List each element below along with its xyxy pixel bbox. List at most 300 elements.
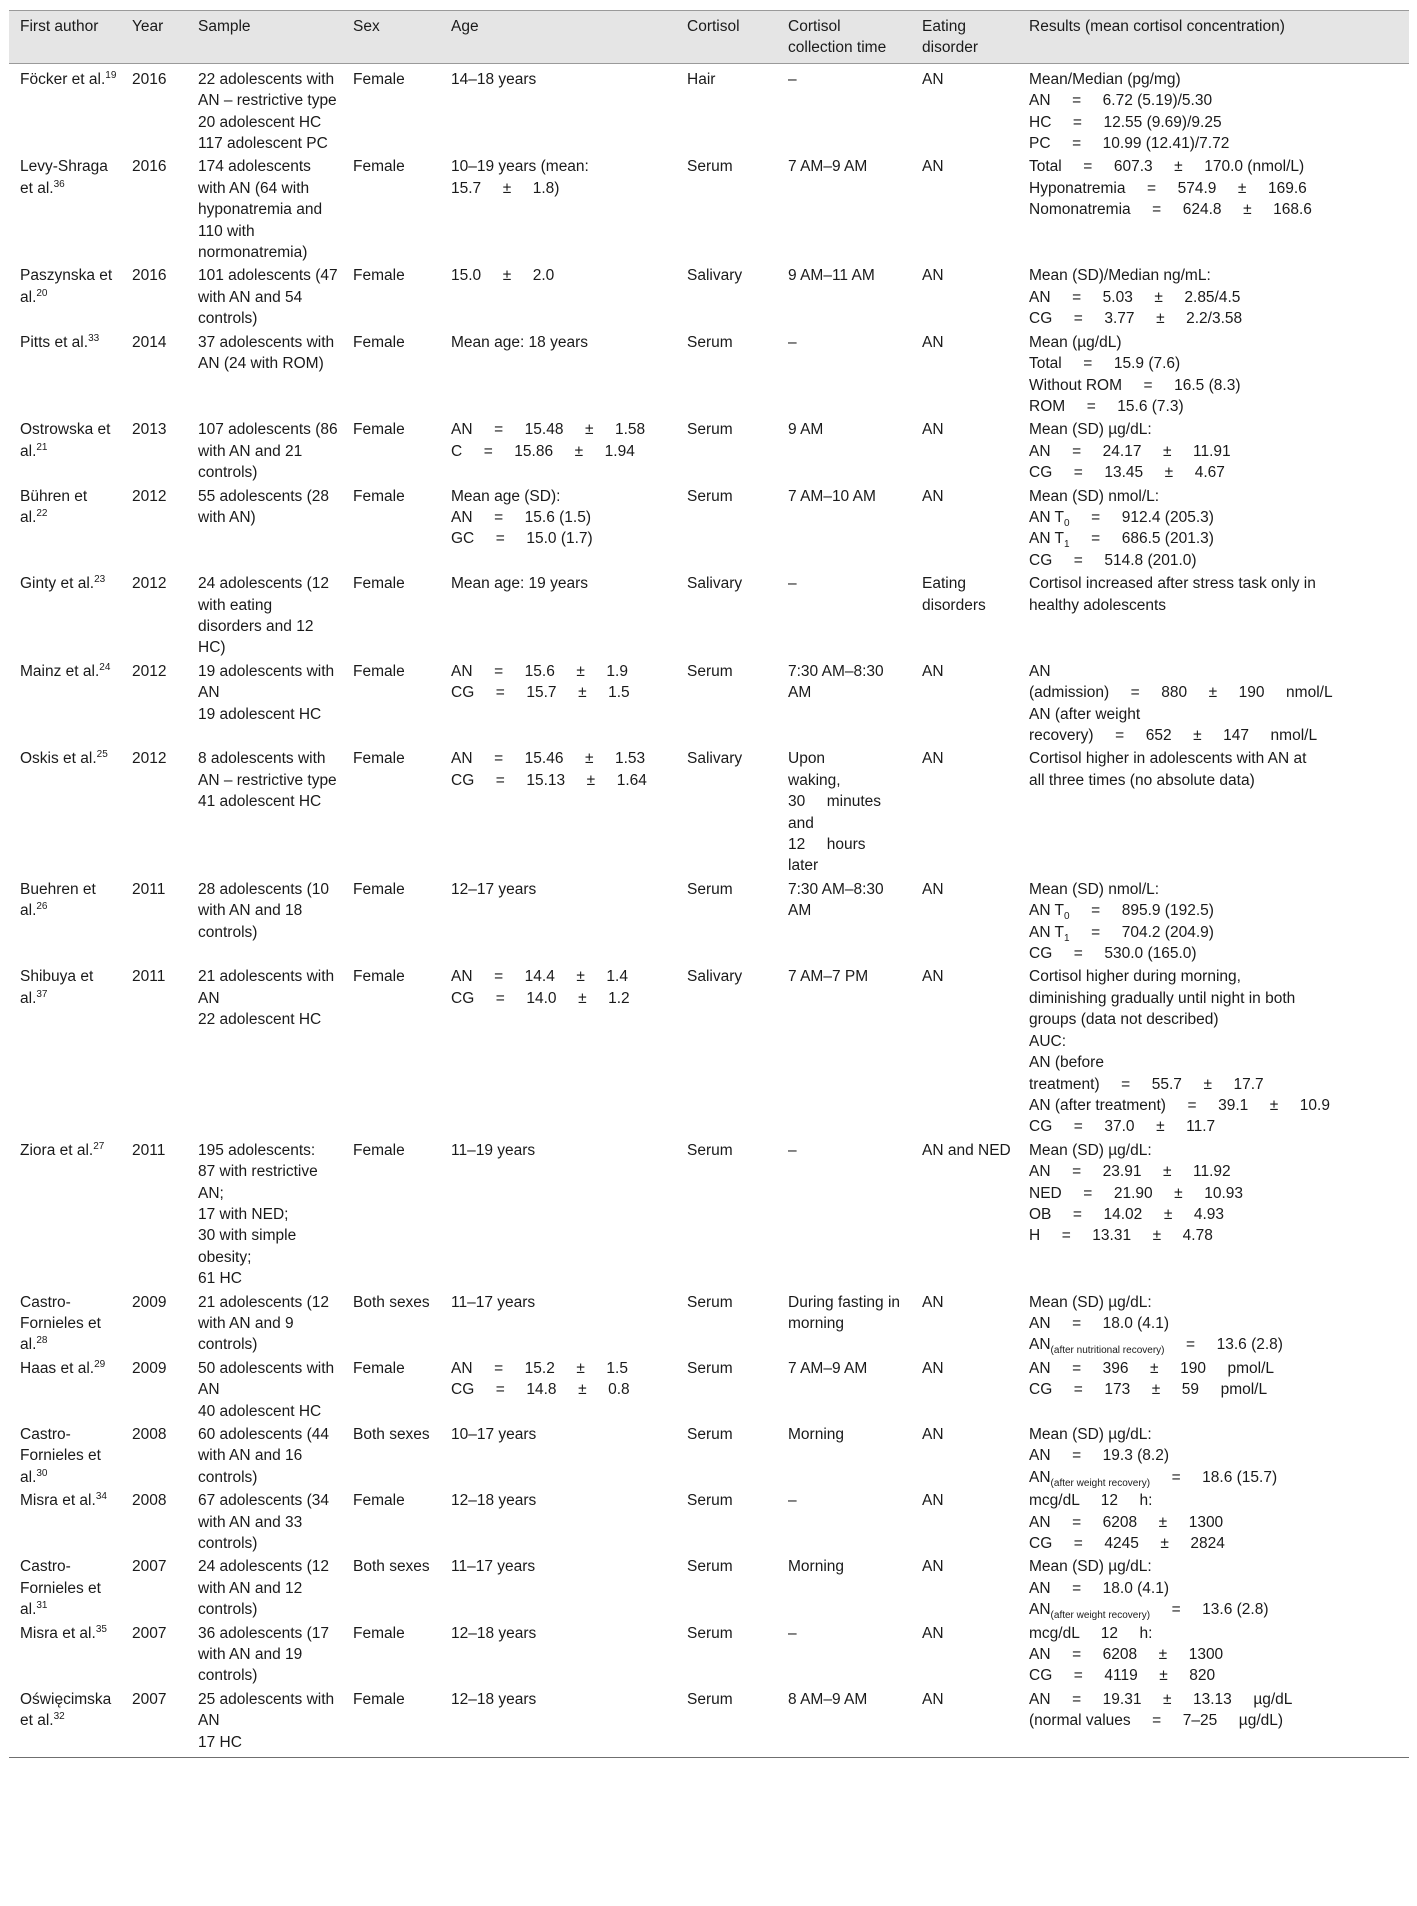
table-row xyxy=(9,877,1409,965)
cell-collection-time xyxy=(777,330,911,418)
collection-time: – xyxy=(788,1141,797,1159)
cell-age xyxy=(440,964,676,1137)
cell-sample xyxy=(187,263,342,329)
cell-year xyxy=(121,1488,187,1554)
collection-time: 7 AM–7 PM xyxy=(788,968,869,986)
cell-year xyxy=(121,1356,187,1422)
result-line xyxy=(1029,396,1405,417)
reference-number: 29 xyxy=(94,1358,106,1370)
result-line xyxy=(1029,1379,1405,1400)
sample-line: 22 adolescent HC xyxy=(198,1011,322,1029)
author-name: Oskis et al. xyxy=(20,750,97,768)
cell-eating-disorder xyxy=(911,1290,1018,1356)
age-line: Mean age: 19 years xyxy=(451,575,589,593)
cell-first-author xyxy=(9,484,121,572)
cell-results xyxy=(1018,154,1409,263)
cell-collection-time xyxy=(777,659,911,747)
result-text: Mean (SD) µg/dL: xyxy=(1029,1426,1152,1443)
result-text: AN xyxy=(1029,662,1051,680)
result-line xyxy=(1029,1292,1405,1313)
year-value: 2007 xyxy=(132,1690,167,1708)
cell-eating-disorder xyxy=(911,659,1018,747)
cell-year xyxy=(121,571,187,659)
cortisol-source: Serum xyxy=(687,158,733,176)
result-text: Nomonatremia = 624.8 ± 168.6 xyxy=(1029,201,1312,219)
cell-collection-time xyxy=(777,1422,911,1488)
result-line xyxy=(1029,1358,1405,1379)
result-line xyxy=(1029,1578,1405,1599)
reference-number: 35 xyxy=(95,1623,107,1635)
cell-sample xyxy=(187,63,342,154)
cortisol-source: Serum xyxy=(687,1690,733,1708)
eating-disorder-value: AN xyxy=(922,880,944,898)
result-subscript: 1 xyxy=(1064,932,1070,944)
header-sample: Sample xyxy=(187,11,342,64)
result-text: Mean/Median (pg/mg) xyxy=(1029,70,1181,88)
result-subscript: (after nutritional recovery) xyxy=(1050,1345,1165,1357)
result-text: Mean (SD) nmol/L: xyxy=(1029,487,1160,505)
reference-number: 37 xyxy=(36,988,48,1000)
cell-results xyxy=(1018,1138,1409,1290)
cell-sex xyxy=(342,877,440,965)
result-line xyxy=(1029,661,1405,682)
result-line xyxy=(1029,1623,1405,1644)
cell-sample xyxy=(187,964,342,1137)
cell-sex xyxy=(342,63,440,154)
cell-age xyxy=(440,1621,676,1687)
cell-year xyxy=(121,746,187,876)
table-row xyxy=(9,1290,1409,1356)
result-subscript: 1 xyxy=(1064,539,1070,551)
collection-time-line: waking, xyxy=(788,771,841,789)
age-line: AN = 15.46 ± 1.53 xyxy=(451,750,646,768)
cortisol-source: Serum xyxy=(687,662,733,680)
result-line xyxy=(1029,1074,1405,1095)
cell-age xyxy=(440,1422,676,1488)
sex-value: Female xyxy=(353,421,405,439)
cell-sex xyxy=(342,263,440,329)
sex-value: Female xyxy=(353,880,405,898)
result-text: AN = 18.0 (4.1) xyxy=(1029,1314,1169,1332)
cell-results xyxy=(1018,659,1409,747)
result-text: AN T xyxy=(1029,923,1065,941)
author-name: Ziora et al. xyxy=(20,1141,94,1159)
cell-cortisol xyxy=(676,417,777,483)
author-name: Paszynska et al. xyxy=(20,267,113,306)
cell-cortisol xyxy=(676,1687,777,1758)
result-text: CG = 530.0 (165.0) xyxy=(1029,945,1197,963)
result-line xyxy=(1029,90,1405,111)
result-line xyxy=(1029,1710,1405,1731)
year-value: 2014 xyxy=(132,333,167,351)
sample-line: 17 HC xyxy=(198,1733,242,1751)
cell-results xyxy=(1018,746,1409,876)
result-text: mcg/dL 12 h: xyxy=(1029,1492,1153,1510)
result-text: AN = 19.3 (8.2) xyxy=(1029,1447,1169,1465)
result-text: groups (data not described) xyxy=(1029,1011,1219,1029)
cell-collection-time xyxy=(777,63,911,154)
cell-sample xyxy=(187,1138,342,1290)
result-text: CG = 13.45 ± 4.67 xyxy=(1029,464,1225,482)
sample-line: 195 adolescents: xyxy=(198,1141,316,1159)
cell-age xyxy=(440,417,676,483)
age-line: 12–17 years xyxy=(451,880,537,898)
cell-sex xyxy=(342,154,440,263)
reference-number: 22 xyxy=(36,507,48,519)
reference-number: 24 xyxy=(99,661,111,673)
cell-results xyxy=(1018,877,1409,965)
author-name: Shibuya et al. xyxy=(20,968,94,1007)
age-line: 15.0 ± 2.0 xyxy=(451,267,555,285)
collection-time: – xyxy=(788,575,797,593)
cell-cortisol xyxy=(676,571,777,659)
cell-cortisol xyxy=(676,1422,777,1488)
result-text: CG = 4119 ± 820 xyxy=(1029,1667,1216,1685)
age-line: AN = 14.4 ± 1.4 xyxy=(451,968,628,986)
result-line xyxy=(1029,1204,1405,1225)
cell-results xyxy=(1018,63,1409,154)
table-row xyxy=(9,1138,1409,1290)
table-row xyxy=(9,1554,1409,1620)
result-line xyxy=(1029,332,1405,353)
cell-sex xyxy=(342,1554,440,1620)
result-line xyxy=(1029,1225,1405,1246)
eating-disorder-value: AN and NED xyxy=(922,1141,1011,1159)
sex-value: Female xyxy=(353,968,405,986)
result-line xyxy=(1029,375,1405,396)
year-value: 2008 xyxy=(132,1426,167,1443)
cortisol-source: Serum xyxy=(687,333,733,351)
result-line xyxy=(1029,1445,1405,1466)
sample-line: 87 with restrictive AN; xyxy=(198,1163,318,1202)
cell-results xyxy=(1018,1422,1409,1488)
cell-year xyxy=(121,63,187,154)
result-text: NED = 21.90 ± 10.93 xyxy=(1029,1184,1243,1202)
cell-collection-time xyxy=(777,877,911,965)
cell-age xyxy=(440,484,676,572)
result-text: (admission) = 880 ± 190 nmol/L xyxy=(1029,684,1333,702)
cell-first-author xyxy=(9,154,121,263)
collection-time: Morning xyxy=(788,1426,844,1443)
reference-number: 26 xyxy=(36,901,48,913)
result-text: recovery) = 652 ± 147 nmol/L xyxy=(1029,727,1318,744)
collection-time: 7:30 AM–8:30 AM xyxy=(788,880,884,920)
table-row xyxy=(9,1621,1409,1687)
age-line: CG = 15.7 ± 1.5 xyxy=(451,684,630,702)
result-text: AN = 23.91 ± 11.92 xyxy=(1029,1163,1231,1181)
author-name: Bühren et al. xyxy=(20,487,88,526)
result-line xyxy=(1029,1313,1405,1334)
result-subscript: 0 xyxy=(1064,911,1070,923)
cell-year xyxy=(121,1554,187,1620)
cell-collection-time xyxy=(777,964,911,1137)
collection-time: 9 AM xyxy=(788,421,824,439)
reference-number: 28 xyxy=(36,1335,48,1347)
cortisol-studies-table xyxy=(9,10,1409,1758)
reference-number: 27 xyxy=(93,1140,105,1152)
sample-line: 174 adolescents with AN (64 with hyponatremia and 110 with normonatremia) xyxy=(198,158,323,262)
result-line xyxy=(1029,922,1405,943)
cell-sex xyxy=(342,1687,440,1758)
age-line: 12–18 years xyxy=(451,1492,537,1510)
cell-first-author xyxy=(9,1422,121,1488)
cell-sex xyxy=(342,1488,440,1554)
collection-time: Morning xyxy=(788,1558,844,1576)
age-line: 14–18 years xyxy=(451,70,537,88)
sample-line: 24 adolescents (12 with AN and 12 controls) xyxy=(198,1558,329,1619)
cortisol-source: Serum xyxy=(687,421,733,439)
result-line xyxy=(1029,1334,1405,1355)
cell-age xyxy=(440,746,676,876)
result-line xyxy=(1029,1424,1405,1445)
cell-sex xyxy=(342,1356,440,1422)
collection-time: 7 AM–9 AM xyxy=(788,158,868,176)
result-text: Mean (SD)/Median ng/mL: xyxy=(1029,267,1211,285)
year-value: 2016 xyxy=(132,158,167,176)
cell-first-author xyxy=(9,571,121,659)
result-line xyxy=(1029,528,1405,549)
sex-value: Female xyxy=(353,662,405,680)
result-line xyxy=(1029,69,1405,90)
result-line xyxy=(1029,1599,1405,1620)
eating-disorder-value: AN xyxy=(922,750,944,768)
sample-line: 107 adolescents (86 with AN and 21 controls) xyxy=(198,421,338,482)
year-value: 2011 xyxy=(132,1141,166,1159)
cell-results xyxy=(1018,263,1409,329)
result-line xyxy=(1029,1183,1405,1204)
author-name: Misra et al. xyxy=(20,1492,96,1510)
year-value: 2012 xyxy=(132,750,167,768)
result-text: CG = 173 ± 59 pmol/L xyxy=(1029,1381,1268,1399)
result-line xyxy=(1029,966,1405,987)
cell-age xyxy=(440,263,676,329)
table-row xyxy=(9,154,1409,263)
cell-age xyxy=(440,1138,676,1290)
cell-cortisol xyxy=(676,1356,777,1422)
cortisol-source: Serum xyxy=(687,1624,733,1642)
result-line xyxy=(1029,112,1405,133)
cell-sample xyxy=(187,1422,342,1488)
result-text: H = 13.31 ± 4.78 xyxy=(1029,1227,1213,1245)
year-value: 2008 xyxy=(132,1492,167,1510)
result-line xyxy=(1029,1644,1405,1665)
author-name: Castro-Fornieles et al. xyxy=(20,1426,101,1486)
cell-first-author xyxy=(9,1356,121,1422)
sex-value: Female xyxy=(353,1690,405,1708)
collection-time: 8 AM–9 AM xyxy=(788,1690,868,1708)
eating-disorder-value: AN xyxy=(922,1690,944,1708)
result-line xyxy=(1029,1009,1405,1030)
sample-line: 60 adolescents (44 with AN and 16 controls) xyxy=(198,1426,329,1486)
age-line: AN = 15.48 ± 1.58 xyxy=(451,421,646,439)
year-value: 2011 xyxy=(132,968,166,986)
cell-sex xyxy=(342,571,440,659)
result-text: (normal values = 7–25 µg/dL) xyxy=(1029,1712,1284,1730)
sex-value: Both sexes xyxy=(353,1558,430,1576)
table-row xyxy=(9,1356,1409,1422)
result-text: Mean (SD) µg/dL: xyxy=(1029,1558,1152,1576)
age-line: Mean age: 18 years xyxy=(451,333,589,351)
cell-sample xyxy=(187,417,342,483)
table-row xyxy=(9,417,1409,483)
cell-first-author xyxy=(9,1138,121,1290)
cell-eating-disorder xyxy=(911,964,1018,1137)
result-line xyxy=(1029,1665,1405,1686)
cortisol-source: Serum xyxy=(687,1293,733,1311)
header-sex: Sex xyxy=(342,11,440,64)
cell-cortisol xyxy=(676,330,777,418)
age-line: 12–18 years xyxy=(451,1690,537,1708)
result-text: AN = 24.17 ± 11.91 xyxy=(1029,442,1231,460)
result-text: PC = 10.99 (12.41)/7.72 xyxy=(1029,135,1230,153)
result-line xyxy=(1029,704,1405,725)
cell-year xyxy=(121,964,187,1137)
result-text: AN (after treatment) = 39.1 ± 10.9 xyxy=(1029,1096,1330,1114)
cell-sample xyxy=(187,659,342,747)
result-text: all three times (no absolute data) xyxy=(1029,771,1255,789)
table-header-row xyxy=(9,11,1409,64)
eating-disorder-value: AN xyxy=(922,1492,944,1510)
result-text: AN = 18.0 (4.1) xyxy=(1029,1579,1169,1597)
cell-collection-time xyxy=(777,1488,911,1554)
sample-line: 25 adolescents with AN xyxy=(198,1690,335,1730)
result-line xyxy=(1029,1556,1405,1577)
cell-collection-time xyxy=(777,484,911,572)
cell-sample xyxy=(187,746,342,876)
result-text: AN = 5.03 ± 2.85/4.5 xyxy=(1029,288,1241,306)
result-subscript: (after weight recovery) xyxy=(1050,1477,1151,1489)
age-line: AN = 15.6 (1.5) xyxy=(451,508,591,526)
cortisol-source: Serum xyxy=(687,487,733,505)
cell-sex xyxy=(342,659,440,747)
cell-cortisol xyxy=(676,63,777,154)
cell-collection-time xyxy=(777,263,911,329)
cell-results xyxy=(1018,1488,1409,1554)
result-text: Without ROM = 16.5 (8.3) xyxy=(1029,376,1241,394)
header-eating-disorder: Eating disorder xyxy=(911,11,1018,64)
header-age: Age xyxy=(440,11,676,64)
author-name: Ostrowska et al. xyxy=(20,421,111,460)
cell-results xyxy=(1018,1621,1409,1687)
result-text: AN = 6208 ± 1300 xyxy=(1029,1646,1224,1664)
collection-time: – xyxy=(788,1624,797,1642)
result-text: AN (before xyxy=(1029,1054,1104,1072)
sample-line: 20 adolescent HC xyxy=(198,113,322,131)
cell-eating-disorder xyxy=(911,263,1018,329)
sample-line: 8 adolescents with AN – restrictive type xyxy=(198,750,337,789)
result-line xyxy=(1029,900,1405,921)
cell-sex xyxy=(342,1422,440,1488)
eating-disorder-value: AN xyxy=(922,421,944,439)
result-line xyxy=(1029,265,1405,286)
cell-results xyxy=(1018,330,1409,418)
author-name: Levy-Shraga et al. xyxy=(20,158,108,197)
sample-line: 17 with NED; xyxy=(198,1205,289,1223)
sex-value: Female xyxy=(353,487,405,505)
cell-results xyxy=(1018,964,1409,1137)
cell-collection-time xyxy=(777,1356,911,1422)
age-line: Mean age (SD): xyxy=(451,487,561,505)
cell-age xyxy=(440,1554,676,1620)
age-line: GC = 15.0 (1.7) xyxy=(451,530,593,548)
cell-collection-time xyxy=(777,571,911,659)
result-text: = 895.9 (192.5) xyxy=(1069,902,1214,920)
cell-age xyxy=(440,154,676,263)
cell-eating-disorder xyxy=(911,330,1018,418)
result-text: ROM = 15.6 (7.3) xyxy=(1029,397,1184,415)
result-line xyxy=(1029,287,1405,308)
reference-number: 30 xyxy=(36,1467,48,1479)
cortisol-source: Salivary xyxy=(687,968,743,986)
cell-year xyxy=(121,877,187,965)
result-text: Total = 15.9 (7.6) xyxy=(1029,355,1181,373)
result-text: CG = 514.8 (201.0) xyxy=(1029,551,1197,569)
cell-sample xyxy=(187,154,342,263)
cell-year xyxy=(121,1422,187,1488)
result-text: = 18.6 (15.7) xyxy=(1150,1468,1278,1486)
eating-disorder-value: AN xyxy=(922,158,944,176)
result-text: CG = 4245 ± 2824 xyxy=(1029,1535,1225,1553)
cell-year xyxy=(121,417,187,483)
cell-eating-disorder xyxy=(911,1687,1018,1758)
cell-year xyxy=(121,1138,187,1290)
cell-year xyxy=(121,263,187,329)
sample-line: 36 adolescents (17 with AN and 19 controls) xyxy=(198,1624,329,1685)
cell-cortisol xyxy=(676,154,777,263)
author-name: Oświęcimska et al. xyxy=(20,1690,112,1730)
cell-sex xyxy=(342,417,440,483)
sample-line: 21 adolescents (12 with AN and 9 controls) xyxy=(198,1293,329,1354)
result-text: AN T xyxy=(1029,902,1065,920)
cell-results xyxy=(1018,571,1409,659)
result-line xyxy=(1029,682,1405,703)
result-line xyxy=(1029,879,1405,900)
cell-eating-disorder xyxy=(911,1422,1018,1488)
result-line xyxy=(1029,988,1405,1009)
cell-collection-time xyxy=(777,1138,911,1290)
year-value: 2012 xyxy=(132,662,167,680)
result-line xyxy=(1029,419,1405,440)
result-subscript: 0 xyxy=(1064,517,1070,529)
cell-year xyxy=(121,1621,187,1687)
result-text: AN xyxy=(1029,1601,1051,1619)
collection-time-line: 12 hours xyxy=(788,836,866,854)
result-line xyxy=(1029,507,1405,528)
reference-number: 20 xyxy=(36,287,48,299)
sample-line: 19 adolescent HC xyxy=(198,705,322,723)
cell-first-author xyxy=(9,417,121,483)
year-value: 2007 xyxy=(132,1558,167,1576)
age-line: CG = 14.0 ± 1.2 xyxy=(451,989,630,1007)
age-line: 11–19 years xyxy=(451,1141,536,1159)
result-text: AN T xyxy=(1029,530,1065,548)
year-value: 2012 xyxy=(132,487,167,505)
result-text: AN xyxy=(1029,1468,1051,1486)
table-row xyxy=(9,1488,1409,1554)
cell-sample xyxy=(187,1554,342,1620)
age-line: AN = 15.6 ± 1.9 xyxy=(451,662,628,680)
result-subscript: (after weight recovery) xyxy=(1050,1610,1151,1622)
result-line xyxy=(1029,441,1405,462)
sex-value: Both sexes xyxy=(353,1293,430,1311)
result-line xyxy=(1029,1512,1405,1533)
result-text: AN = 19.31 ± 13.13 µg/dL xyxy=(1029,1690,1293,1708)
sex-value: Female xyxy=(353,1624,405,1642)
cortisol-source: Salivary xyxy=(687,750,743,768)
age-line: 10–17 years xyxy=(451,1426,537,1443)
table-row xyxy=(9,746,1409,876)
cell-sample xyxy=(187,1290,342,1356)
